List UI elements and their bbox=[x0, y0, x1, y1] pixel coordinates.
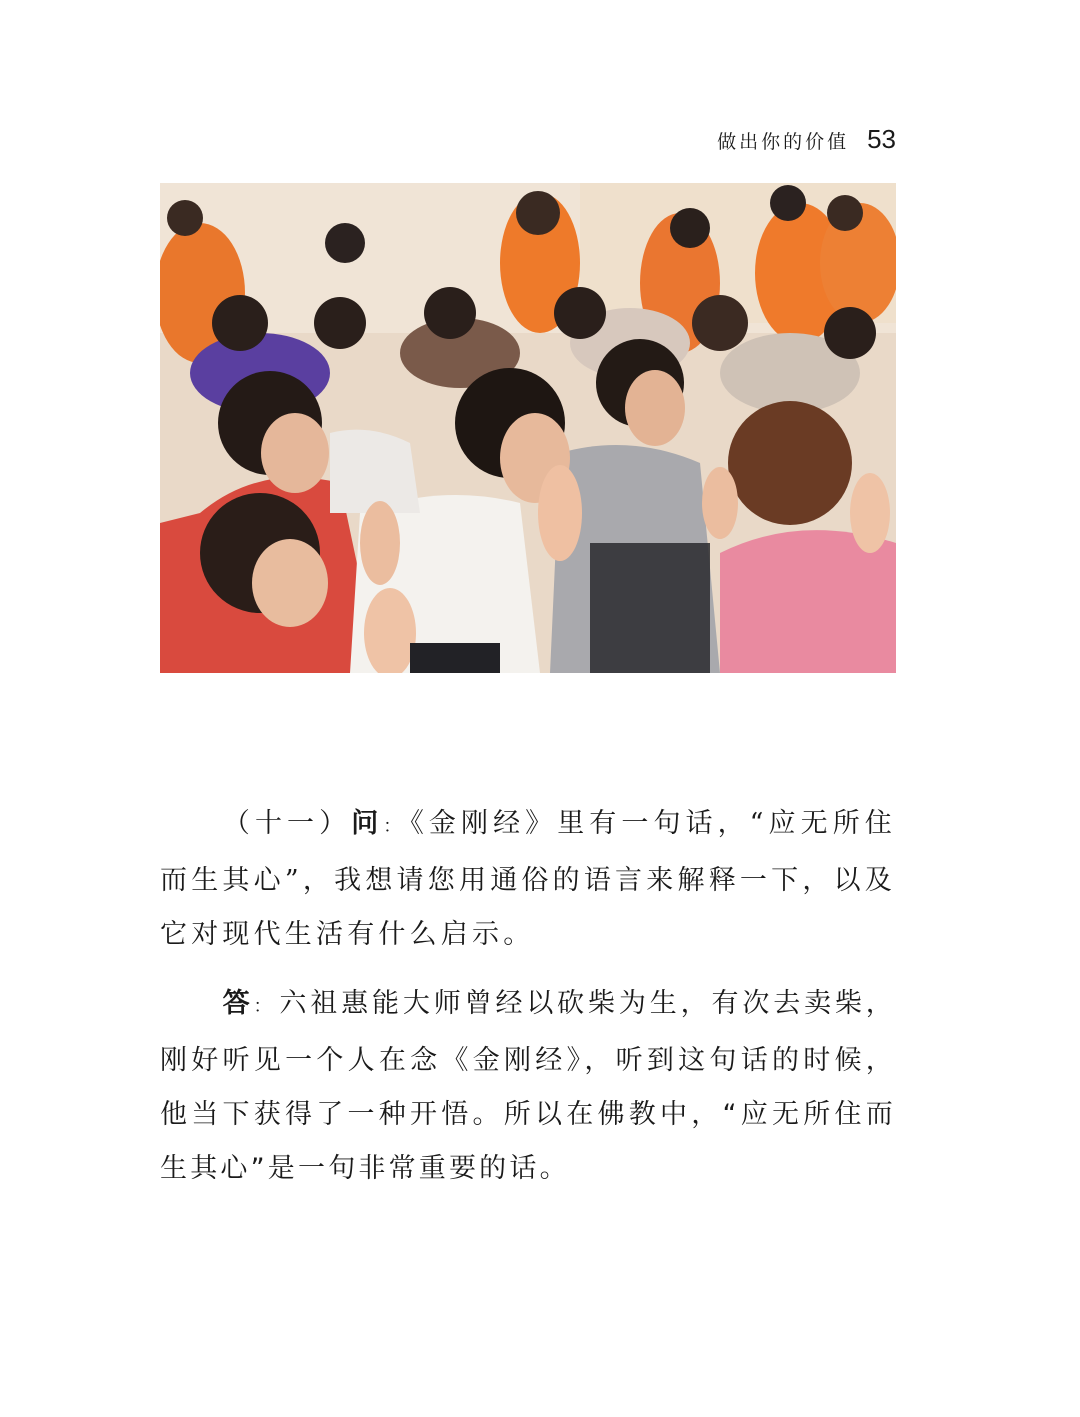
question-text: 《金刚经》里有一句话，“应无所住而生其心”，我想请您用通俗的语言来解释一下，以及它对现代生活有什么启示。 bbox=[160, 808, 896, 950]
answer-text: 六祖惠能大师曾经以砍柴为生，有次去卖柴，刚好听见一个人在念《金刚经》，听到这句话的时候，他当下获得了一种开悟。所以在佛教中，“应无所住而生其心”是一句非常重要的话。 bbox=[160, 988, 897, 1184]
chapter-title: 做出你的价值 bbox=[717, 131, 850, 153]
question-paragraph bbox=[160, 797, 896, 962]
question-label: （十一） bbox=[222, 808, 352, 839]
answer-colon: ： bbox=[253, 996, 276, 1017]
audience-photo bbox=[160, 183, 896, 673]
answer-lead: 答 bbox=[222, 988, 254, 1019]
question-lead: 问 bbox=[351, 808, 384, 839]
audience-photo-icon bbox=[160, 183, 896, 673]
page-number: 53 bbox=[867, 124, 896, 154]
running-header bbox=[717, 124, 896, 155]
question-colon: ： bbox=[383, 816, 407, 837]
answer-paragraph bbox=[160, 977, 896, 1196]
